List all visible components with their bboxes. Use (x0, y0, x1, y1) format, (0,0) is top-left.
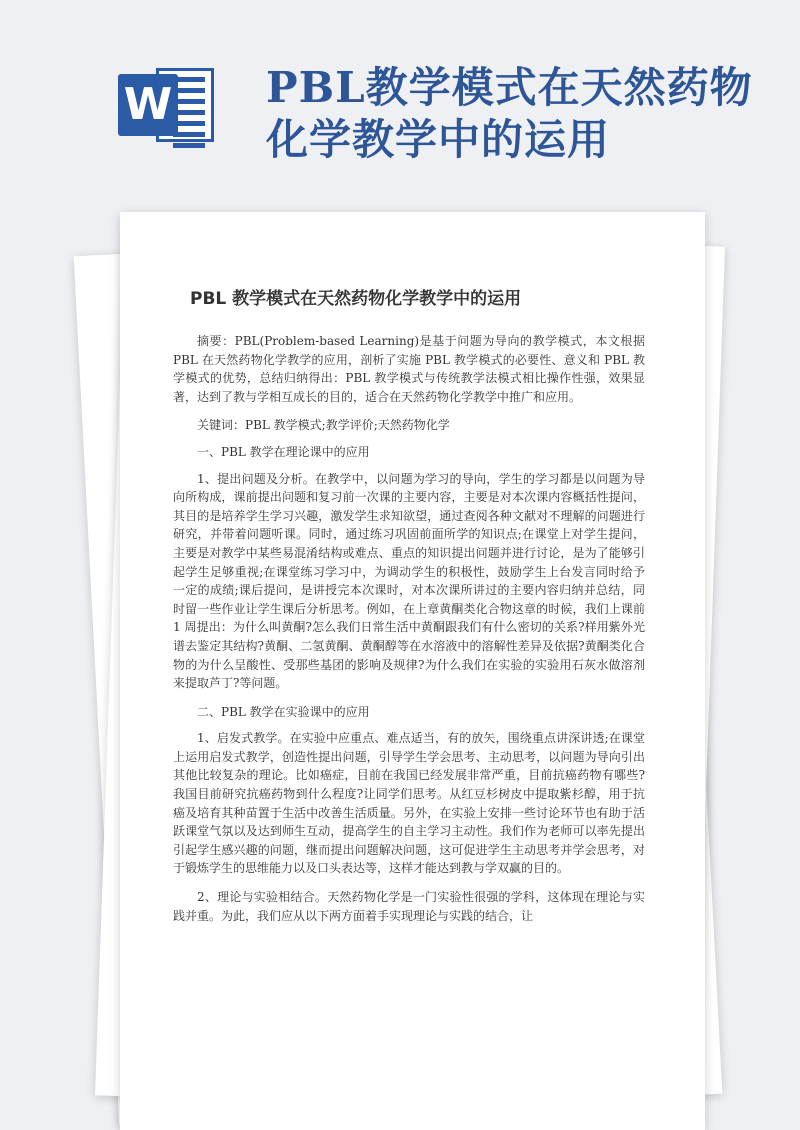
banner-title: PBL教学模式在天然药物化学教学中的运用 (266, 63, 753, 164)
word-logo-letter: W (118, 74, 178, 136)
document-page (120, 212, 705, 1130)
document-title: PBL 教学模式在天然药物化学教学中的运用 (190, 289, 522, 309)
body-paragraph: 1、提出问题及分析。在教学中，以问题为学习的导向，学生的学习都是以问题为导向所构成，课前提出问题和复习前一次课的主要内容，主要是对本次课内容概括性提问，其目的是培养学生学习兴趣，激发学生求知欲望，通过查阅各种文献对不理解的问题进行研究，并带着问题听课。同时，通过练习巩固前面所学的知识点;在课堂上对学生提问，主要是对教学中某些易混淆结构或难点、重点的知识提出问题并进行讨论，是为了能够引起学生足够重视;在课堂练习学习中，为调动学生的积极性，鼓励学生上台发言同时给予一定的成绩;课后提问，是讲授完本次课时，对本次课所讲过的主要内容归纳并总结，同时留一些作业让学生课后分析思考。例如，在上章黄酮类化合物这章的时候，我们上课前 1 周提出：为什么叫黄酮?怎么我们日常生活中黄酮跟我们有什么密切的关系?样用紫外光谱去鉴定其结构?黄酮、二氢黄酮、黄酮醇等在水溶液中的溶解性差异及依据?黄酮类化合物的为什么呈酸性、受那些基团的影响及规律?为什么我们在实验的实验用石灰水做溶剂来提取芦丁?等问题。 (173, 471, 645, 691)
abstract-paragraph: 摘要：PBL(Problem-based Learning)是基于问题为导向的教学模式，本文根据 PBL 在天然药物化学教学的应用，剖析了实施 PBL 教学模式的必要性、意义和 PBL 教学模式的优势，总结归纳得出：PBL 教学模式与传统教学法模式相比操作性强，效果显著，达到了教与学相互成长的目的，适合在天然药物化学教学中推广和应用。 (173, 334, 645, 404)
keywords-line: 关键词：PBL 教学模式;教学评价;天然药物化学 (197, 418, 450, 433)
document-body (173, 332, 645, 935)
section-heading: 二、PBL 教学在实验课中的应用 (197, 704, 370, 719)
section-heading: 一、PBL 教学在理论课中的应用 (197, 444, 370, 459)
word-document-icon (118, 60, 218, 150)
body-paragraph: 1、启发式教学。在实验中应重点、难点适当，有的放矢，围绕重点讲深讲透;在课堂上运用启发式教学，创造性提出问题，引导学生学会思考、主动思考，以问题为导向引出其他比较复杂的理论。比如癌症，目前在我国已经发展非常严重，目前抗癌药物有哪些?我国目前研究抗癌药物到什么程度?让同学们思考。从红豆杉树皮中提取紫杉醇，用于抗癌及培育其种苗置于生活中改善生活质量。另外，在实验上安排一些讨论环节也有助于活跃课堂气氛以及达到师生互动，提高学生的自主学习主动性。我们作为老师可以率先提出引起学生感兴趣的问题，继而提出问题解决问题，这可促进学生主动思考并学会思考，对于锻炼学生的思维能力以及口头表达等，这样才能达到教与学双赢的目的。 (173, 731, 645, 876)
body-paragraph: 2、理论与实验相结合。天然药物化学是一门实验性很强的学科，这体现在理论与实践并重。为此，我们应从以下两方面着手实现理论与实践的结合，让 (173, 890, 645, 923)
banner (0, 0, 800, 200)
